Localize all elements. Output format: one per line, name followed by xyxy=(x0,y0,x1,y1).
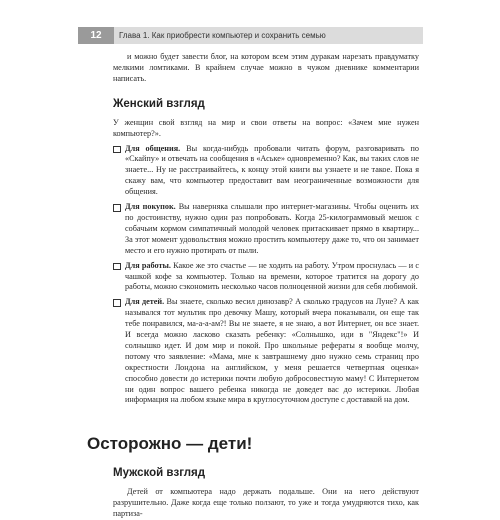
chapter-title: Глава 1. Как приобрести компьютер и сохранить семью xyxy=(119,31,326,40)
list-item-text: Какое же это счастье — не ходить на работу. Утром проснулась — и с чашкой кофе за компьютер. Только на времени, которое тратится на дорогу до работы, можно сэкономить несколько часов полноценной жизни для себя любимой. xyxy=(125,260,419,292)
list-item xyxy=(113,261,419,294)
page-number: 12 xyxy=(78,27,114,44)
page-content xyxy=(87,52,419,520)
checkbox-bullet-icon xyxy=(113,146,121,154)
children-paragraph: Детей от компьютера надо держать подальше. Они на него действуют разрушительно. Даже когда еще только ползают, то уже и тогда умудряются тихо, как партиза- xyxy=(113,487,419,519)
female-view-intro: У женщин свой взгляд на мир и свои ответы на вопрос: «Зачем мне нужен компьютер?». xyxy=(113,117,419,138)
female-view-heading: Женский взгляд xyxy=(113,97,205,110)
list-item-text: Вы когда-нибудь пробовали читать форум, разговаривать по «Скайпу» и отвечать на сообщения в «Аське» одновременно? Как, вы таких слов не знаете... Ну не расстраивайтесь, к концу этой книги вы узнаете и не такое. Пока я скажу вам, что компьютер предоставит вам неограниченные возможности для общения. xyxy=(125,143,419,197)
intro-paragraph: и можно будет завести блог, на котором всем этим дуракам нарезать правдуматку мелкими ломтиками. В крайнем случае можно в чужом дневнике комментарии написать. xyxy=(113,52,419,83)
list-item-text: Вы наверняка слышали про интернет-магазины. Чтобы оценить их по достоинству, нужно один раз попробовать. Когда 25-килограммовый мешок с собачьим кормом симпатичный молодой человек притаскивает прямо в квартиру... За этот момент удовольствия можно простить компьютеру даже то, что он занимает место и его нужно протирать от пыли. xyxy=(125,202,419,255)
checkbox-bullet-icon xyxy=(113,299,121,307)
children-section-heading: Осторожно — дети! xyxy=(87,434,253,454)
list-item-title: Для детей. xyxy=(125,297,165,307)
list-item-title: Для общения. xyxy=(125,143,181,153)
list-item-title: Для работы. xyxy=(125,260,171,270)
list-item xyxy=(113,202,419,257)
list-item-title: Для покупок. xyxy=(125,202,176,212)
list-item xyxy=(113,144,419,199)
checkbox-bullet-icon xyxy=(113,204,121,212)
checkbox-bullet-icon xyxy=(113,263,121,271)
male-view-heading: Мужской взгляд xyxy=(113,467,206,480)
page-header xyxy=(78,27,423,44)
list-item xyxy=(113,297,419,406)
list-item-text: Вы знаете, сколько весил динозавр? А сколько градусов на Луне? А как назывался тот мультик про девочку Машу, который вчера показывали, он еще так тебе понравился, ма-а-а-ам?! Вы не знаете, я не знаю, а вот Интернет, он все знает. И всегда можно ласково сказать ребенку: «Солнышко, иди в "Яндекс"!» И солнышко идет. И дом мир и покой. Про школьные рефераты я вообще молчу, потому что заявление: «Мама, мне к завтрашнему дню нужно семь страниц про окрестности Лондона на английском, у меня решается четвертная оценка» способно довести до истерики почти любую добросовестную маму! С Интернетом ни один вопрос вашего ребенка никогда не доведет вас до истерики. Любая информация на любом языке мира в круглосуточном доступе с доставкой на дом. xyxy=(125,297,419,405)
